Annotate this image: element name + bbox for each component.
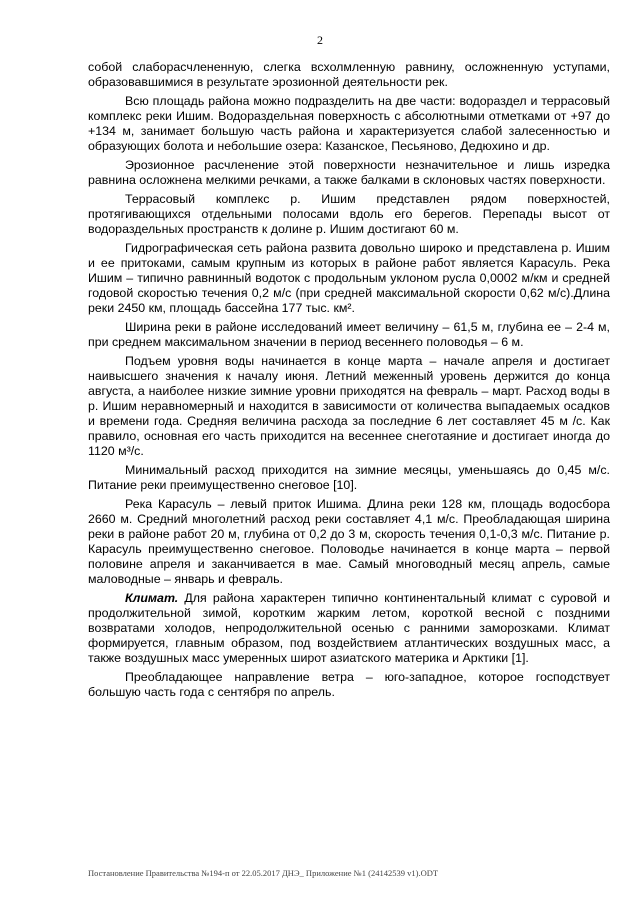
wind-paragraph: Преобладающее направление ветра – юго-западное, которое господствует большую часть года с сентября по апрель.	[88, 670, 610, 699]
page-number: 2	[317, 33, 323, 47]
document-footer: Постановление Правительства №194-п от 22.05.2017 ДНЭ_ Приложение №1 (24142539 v1).ODT	[88, 868, 439, 878]
paragraph-5: Гидрографическая сеть района развита довольно широко и представлена р. Ишим и ее притоками, самым крупным из которых в районе работ является Карасуль. Река Ишим – типично равнинный водоток с продольным уклоном русла 0,0002 м/км и средней годовой скоростью течения 0,2 м/с (при средней максимальной скорости 0,62 м/с).Длина реки 2450 км, площадь бассейна 177 тыс. км².	[88, 241, 610, 315]
climate-text: Для района характерен типично континентальный климат с суровой и продолжительной зимой, коротким жарким летом, короткой весной с поздними возвратами холодов, непродолжительной осенью с ранними заморозками. Климат формируется, главным образом, под воздействием атлантических воздушных масс, а также воздушных масс умеренных широт азиатского материка и Арктики [1].	[88, 591, 610, 665]
climate-heading: Климат.	[125, 591, 179, 605]
climate-paragraph	[88, 591, 610, 666]
paragraph-3: Эрозионное расчленение этой поверхности незначительное и лишь изредка равнина осложнена мелкими речками, а также балками в склоновых частях поверхности.	[88, 158, 610, 187]
paragraph-2: Всю площадь района можно подразделить на две части: водораздел и террасовый комплекс реки Ишим. Водораздельная поверхность с абсолютными отметками от +97 до +134 м, занимает большую часть района и характеризуется слабой залесенностью и образующих болота и небольшие озера: Казанское, Песьяново, Дедюхино и др.	[88, 94, 610, 153]
paragraph-8: Минимальный расход приходится на зимние месяцы, уменьшаясь до 0,45 м/с. Питание реки преимущественно снеговое [10].	[88, 463, 610, 492]
paragraph-9: Река Карасуль – левый приток Ишима. Длина реки 128 км, площадь водосбора 2660 м. Средний многолетний расход реки составляет 4,1 м/с. Преобладающая ширина реки в районе работ 20 м, глубина от 0,2 до 3 м, скорость течения 0,1-0,3 м/с. Питание р. Карасуль преимущественно снеговое. Половодье начинается в конце марта – первой половине апреля и заканчивается в мае. Самый многоводный месяц апрель, самые маловодные – январь и февраль.	[88, 497, 610, 586]
paragraph-7: Подъем уровня воды начинается в конце марта – начале апреля и достигает наивысшего значения к началу июня. Летний меженный уровень держится до конца августа, а наиболее низкие зимние уровни приходятся на февраль – март. Расход воды в р. Ишим неравномерный и находится в зависимости от количества выпадаемых осадков и времени года. Средняя величина расхода за последние 6 лет составляет 45 м /с. Как правило, основная его часть приходится на весеннее снеготаяние и достигает иногда до 1120 м³/с.	[88, 354, 610, 458]
document-body	[88, 60, 610, 704]
paragraph-1: собой слаборасчлененную, слегка всхолмленную равнину, осложненную уступами, образовавшимися в результате эрозионной деятельности рек.	[88, 60, 610, 89]
paragraph-4: Террасовый комплекс р. Ишим представлен рядом поверхностей, протягивающихся отдельными полосами вдоль его берегов. Перепады высот от водораздельных пространств к долине р. Ишим достигают 60 м.	[88, 192, 610, 236]
paragraph-6: Ширина реки в районе исследований имеет величину – 61,5 м, глубина ее – 2-4 м, при среднем максимальном значении в период весеннего половодья – 6 м.	[88, 320, 610, 349]
